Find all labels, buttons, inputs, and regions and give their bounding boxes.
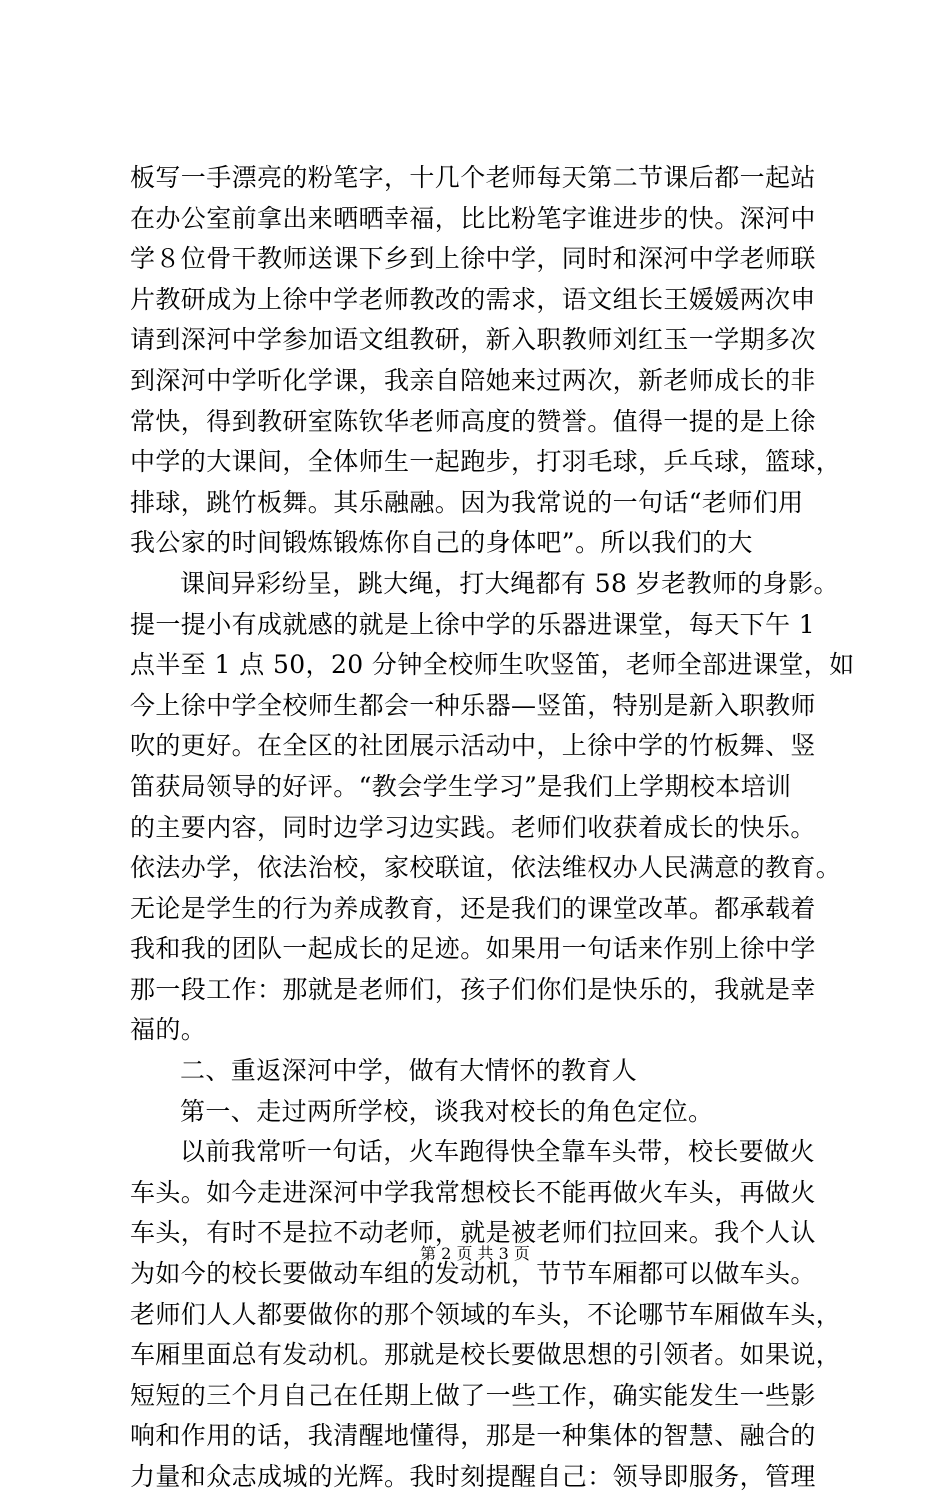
page-footer: 第 2 页 共 3 页 [420,1244,530,1263]
text-line: 板写一手漂亮的粉笔字，十几个老师每天第二节课后都一起站 [130,163,816,192]
text-line: 依法办学，依法治校，家校联谊，依法维权办人民满意的教育。 [130,853,842,883]
text-line: 到深河中学听化学课，我亲自陪她来过两次，新老师成长的非 [130,365,816,395]
text-line: 那一段工作：那就是老师们，孩子们你们是快乐的，我就是幸 [130,974,816,1004]
text-line: 老师们人人都要做你的那个领域的车头，不论哪节车厢做车头， [130,1299,842,1329]
text-line: 为如今的校长要做动车组的发动机，节节车厢都可以做车头。 [130,1259,816,1289]
text-line: 中学的大课间，全体师生一起跑步，打羽毛球，乒乓球，篮球， [130,447,842,477]
text-line: 吹的更好。在全区的社团展示活动中，上徐中学的竹板舞、竖 [130,731,816,761]
text-line: 今上徐中学全校师生都会一种乐器—竖笛，特别是新入职教师 [130,690,816,720]
text-line: 我和我的团队一起成长的足迹。如果用一句话来作别上徐中学 [130,934,816,964]
body-text [130,158,855,1498]
text-line: 响和作用的话，我清醒地懂得，那是一种集体的智慧、融合的 [130,1421,816,1451]
text-line: 学８位骨干教师送课下乡到上徐中学，同时和深河中学老师联 [130,244,816,274]
text-line: 力量和众志成城的光辉。我时刻提醒自己：领导即服务，管理 [130,1462,816,1491]
text-line: 在办公室前拿出来晒晒幸福，比比粉笔字谁进步的快。深河中 [130,203,816,233]
text-line: 请到深河中学参加语文组教研，新入职教师刘红玉一学期多次 [130,325,816,355]
text-line: 的主要内容，同时边学习边实践。老师们收获着成长的快乐。 [130,812,816,842]
text-line: 提一提小有成就感的就是上徐中学的乐器进课堂，每天下午 1 [130,609,816,639]
text-line: 二、重返深河中学，做有大情怀的教育人 [180,1056,638,1086]
text-line: 我公家的时间锻炼锻炼你自己的身体吧”。所以我们的大 [130,528,753,558]
text-line: 福的。 [130,1015,207,1045]
text-line: 以前我常听一句话，火车跑得快全靠车头带，校长要做火 [180,1137,816,1167]
text-line: 常快，得到教研室陈钦华老师高度的赞誉。值得一提的是上徐 [130,406,816,436]
text-line: 无论是学生的行为养成教育，还是我们的课堂改革。都承载着 [130,893,816,923]
text-line: 排球，跳竹板舞。其乐融融。因为我常说的一句话“老师们用 [130,487,804,517]
text-line: 笛获局领导的好评。“教会学生学习”是我们上学期校本培训 [130,771,792,801]
text-line: 点半至 1 点 50，20 分钟全校师生吹竖笛，老师全部进课堂，如 [130,650,855,680]
text-line: 第一、走过两所学校，谈我对校长的角色定位。 [180,1096,714,1126]
text-line: 短短的三个月自己在任期上做了一些工作，确实能发生一些影 [130,1380,816,1410]
text-line: 车头，有时不是拉不动老师，就是被老师们拉回来。我个人认 [130,1218,816,1248]
text-line: 课间异彩纷呈，跳大绳，打大绳都有 58 岁老教师的身影。 [180,568,839,598]
text-line: 片教研成为上徐中学老师教改的需求，语文组长王媛媛两次申 [130,284,816,314]
text-line: 车头。如今走进深河中学我常想校长不能再做火车头，再做火 [130,1177,816,1207]
text-line: 车厢里面总有发动机。那就是校长要做思想的引领者。如果说， [130,1340,842,1370]
